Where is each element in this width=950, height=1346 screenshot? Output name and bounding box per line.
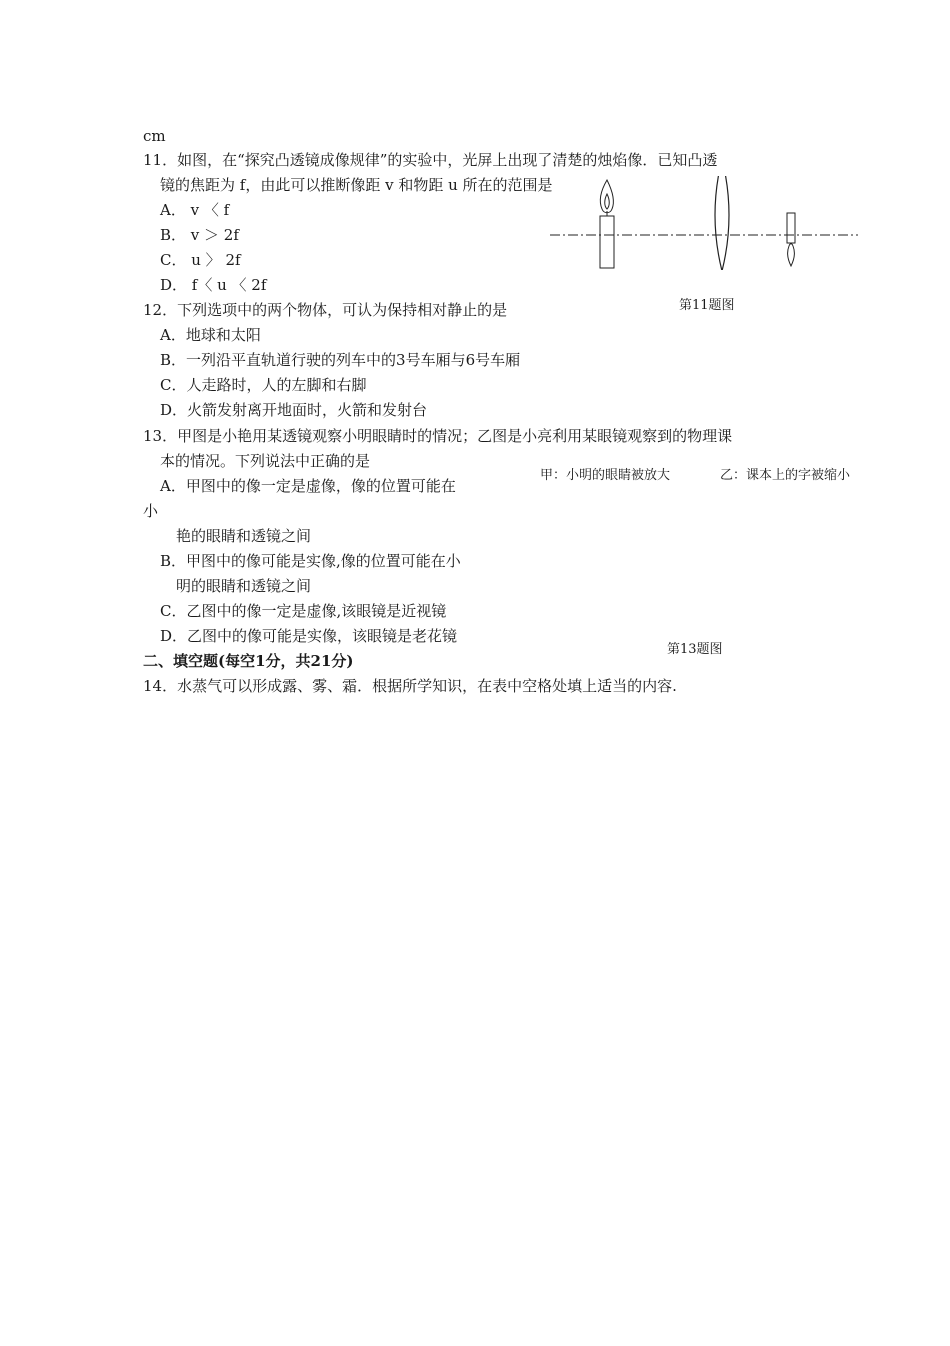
candle-flame [600,180,613,213]
q11-option-d: D． f〈 u 〈 2f [160,276,267,294]
q13-stem-line2: 本的情况。下列说法中正确的是 [160,452,371,470]
section-2-heading: 二、填空题(每空1分，共21分) [143,652,354,670]
inner-flame [605,194,610,209]
q12-stem: 12．下列选项中的两个物体，可认为保持相对静止的是 [143,301,508,319]
inverted-image-flame [788,244,795,266]
q12-option-a: A．地球和太阳 [160,326,261,344]
q11-option-b: B． v ＞ 2f [160,226,239,244]
q13-option-b-line2: 明的眼睛和透镜之间 [176,577,312,595]
q13-option-a-line1: A．甲图中的像一定是虚像，像的位置可能在 [160,477,456,495]
lens-left-arc [715,176,722,270]
q13-option-a-line2: 小 [143,502,159,520]
q13-figure-label-b: 乙：课本上的字被缩小 [720,468,851,483]
q11-lens-diagram [548,176,860,270]
q11-stem-line2: 镜的焦距为 f，由此可以推断像距 v 和物距 u 所在的范围是 [160,176,553,194]
q12-option-b: B．一列沿平直轨道行驶的列车中的3号车厢与6号车厢 [160,351,521,369]
q11-figure-caption: 第11题图 [679,298,735,313]
q13-figure-label-a: 甲：小明的眼睛被放大 [540,468,671,483]
lens-right-arc [722,176,729,270]
q12-option-d: D．火箭发射离开地面时，火箭和发射台 [160,401,428,419]
q13-option-c: C．乙图中的像一定是虚像,该眼镜是近视镜 [160,602,447,620]
q12-option-c: C．人走路时，人的左脚和右脚 [160,376,367,394]
q13-figure-caption: 第13题图 [667,642,723,657]
q14-stem: 14．水蒸气可以形成露、雾、霜．根据所学知识，在表中空格处填上适当的内容. [143,677,677,695]
candle [600,216,614,268]
inverted-image-candle [787,213,795,243]
q11-option-c: C． u 〉 2f [160,251,241,269]
q13-option-b-line1: B．甲图中的像可能是实像,像的位置可能在小 [160,552,461,570]
q11-stem-line1: 11．如图，在“探究凸透镜成像规律”的实验中，光屏上出现了清楚的烛焰像．已知凸透 [143,151,718,169]
q13-option-a-line3: 艳的眼睛和透镜之间 [176,527,312,545]
q13-stem-line1: 13．甲图是小艳用某透镜观察小明眼睛时的情况；乙图是小亮利用某眼镜观察到的物理课 [143,427,733,445]
unit-cm: cm [143,127,166,145]
q13-option-d: D．乙图中的像可能是实像，该眼镜是老花镜 [160,627,458,645]
q11-option-a: A． v 〈 f [160,201,230,219]
